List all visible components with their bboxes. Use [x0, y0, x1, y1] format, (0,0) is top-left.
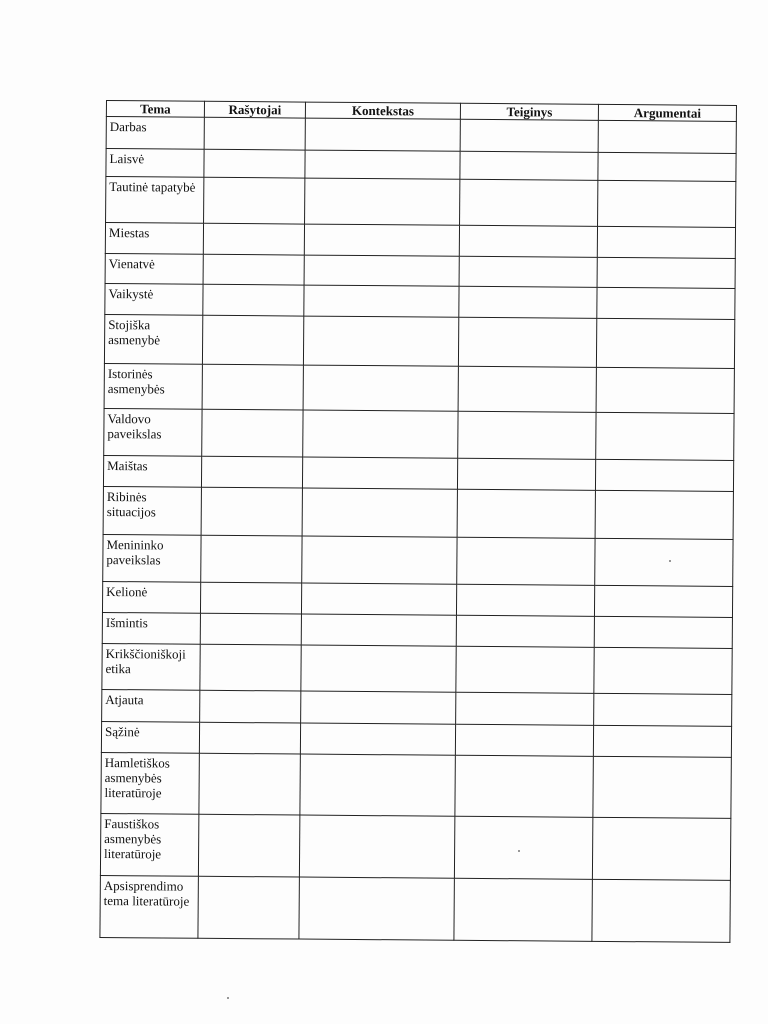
header-argumentai: Argumentai [598, 104, 736, 121]
teiginys-cell [458, 411, 596, 459]
rasytojai-cell [201, 456, 302, 488]
kontekstas-cell [305, 118, 460, 151]
topic-cell: Hamletiškos asmenybės literatūroje [101, 752, 199, 814]
kontekstas-cell [301, 583, 456, 615]
table-row [105, 223, 735, 259]
rasytojai-cell [202, 315, 303, 365]
topic-cell: Maištas [103, 455, 201, 487]
argumentai-cell [596, 318, 734, 368]
teiginys-cell [460, 119, 598, 152]
rasytojai-cell [200, 690, 301, 723]
argumentai-cell [597, 287, 735, 319]
argumentai-cell [594, 616, 732, 648]
teiginys-cell [460, 151, 598, 180]
kontekstas-cell [299, 815, 454, 878]
teiginys-cell [457, 489, 595, 538]
topic-cell: Ribinės situacijos [103, 486, 201, 535]
rasytojai-cell [202, 364, 303, 410]
rasytojai-cell [201, 487, 302, 536]
header-kontekstas: Kontekstas [305, 102, 460, 119]
table-row [101, 752, 731, 818]
kontekstas-cell [303, 410, 458, 458]
table-row [105, 253, 735, 288]
topic-cell: Laisvė [106, 149, 204, 178]
table-row [102, 612, 732, 648]
table-row [103, 534, 733, 586]
topic-cell: Sąžinė [101, 721, 199, 753]
topics-table [99, 100, 737, 943]
topic-cell: Tautinė tapatybė [106, 177, 204, 224]
teiginys-cell [456, 615, 594, 647]
topic-cell: Istorinės asmenybės [104, 363, 202, 409]
kontekstas-cell [302, 536, 457, 584]
topic-cell: Miestas [105, 223, 203, 255]
table-row [102, 643, 732, 694]
rasytojai-cell [200, 582, 301, 614]
kontekstas-cell [302, 457, 457, 489]
teiginys-cell [454, 878, 592, 941]
topic-cell: Menininko paveikslas [103, 534, 201, 582]
topic-cell: Krikščioniškoji etika [102, 643, 200, 690]
argumentai-cell [594, 693, 732, 726]
rasytojai-cell [198, 814, 299, 877]
scan-speck [669, 560, 671, 562]
argumentai-cell [592, 817, 730, 880]
topic-cell: Darbas [106, 117, 204, 150]
argumentai-cell [598, 120, 736, 153]
kontekstas-cell [304, 255, 459, 286]
table-row [101, 721, 731, 757]
teiginys-cell [456, 646, 594, 693]
argumentai-cell [594, 585, 732, 617]
rasytojai-cell [203, 223, 304, 255]
topic-cell: Stojiška asmenybė [104, 314, 202, 364]
rasytojai-cell [200, 644, 301, 691]
topic-cell: Apsisprendimo tema literatūroje [100, 875, 198, 938]
topic-cell: Atjauta [102, 689, 200, 722]
rasytojai-cell [203, 284, 304, 316]
teiginys-cell [458, 366, 596, 412]
kontekstas-cell [300, 723, 455, 755]
rasytojai-cell [200, 613, 301, 645]
argumentai-cell [593, 725, 731, 757]
header-rasytojai: Rašytojai [204, 101, 305, 118]
kontekstas-cell [303, 365, 458, 411]
argumentai-cell [595, 538, 733, 586]
argumentai-cell [596, 412, 734, 460]
topic-cell: Vienatvė [105, 253, 203, 284]
argumentai-cell [595, 490, 733, 539]
table-row [102, 581, 732, 617]
kontekstas-cell [301, 645, 456, 692]
table-row [104, 314, 734, 368]
header-tema: Tema [106, 101, 204, 118]
argumentai-cell [593, 756, 731, 818]
argumentai-cell [592, 879, 730, 942]
table-body [100, 117, 736, 943]
table-row [103, 455, 733, 491]
kontekstas-cell [304, 285, 459, 317]
kontekstas-cell [303, 316, 458, 366]
table-row [100, 875, 730, 942]
rasytojai-cell [202, 409, 303, 457]
rasytojai-cell [198, 876, 299, 939]
kontekstas-cell [305, 178, 460, 225]
teiginys-cell [455, 755, 593, 817]
table-row [105, 283, 735, 319]
argumentai-cell [594, 647, 732, 694]
table-row [104, 408, 734, 460]
teiginys-cell [457, 458, 595, 490]
topic-cell: Kelionė [102, 581, 200, 613]
table-row [104, 363, 734, 413]
argumentai-cell [598, 180, 736, 227]
kontekstas-cell [301, 691, 456, 724]
rasytojai-cell [199, 722, 300, 754]
argumentai-cell [597, 226, 735, 258]
kontekstas-cell [299, 877, 454, 940]
kontekstas-cell [302, 488, 457, 537]
topic-cell: Faustiškos asmenybės literatūroje [100, 813, 198, 876]
table-row [106, 177, 736, 228]
scan-speck [227, 997, 229, 999]
rasytojai-cell [201, 535, 302, 583]
topics-table-container [99, 100, 736, 943]
argumentai-cell [595, 459, 733, 491]
teiginys-cell [455, 724, 593, 756]
topic-cell: Vaikystė [105, 283, 203, 315]
teiginys-cell [459, 225, 597, 257]
kontekstas-cell [301, 614, 456, 646]
teiginys-cell [459, 286, 597, 318]
table-row [103, 486, 733, 539]
rasytojai-cell [199, 753, 300, 815]
teiginys-cell [460, 179, 598, 226]
scan-speck [518, 850, 520, 852]
topic-cell: Išmintis [102, 612, 200, 644]
teiginys-cell [458, 317, 596, 367]
teiginys-cell [456, 692, 594, 725]
teiginys-cell [454, 816, 592, 879]
rasytojai-cell [204, 117, 305, 150]
topic-cell: Valdovo paveikslas [104, 408, 202, 456]
rasytojai-cell [204, 177, 305, 224]
teiginys-cell [457, 537, 595, 585]
kontekstas-cell [305, 150, 460, 179]
kontekstas-cell [300, 754, 455, 816]
kontekstas-cell [304, 224, 459, 256]
teiginys-cell [459, 256, 597, 287]
table-row [100, 813, 730, 880]
argumentai-cell [598, 152, 736, 181]
teiginys-cell [456, 584, 594, 616]
table-row [106, 117, 736, 154]
argumentai-cell [597, 257, 735, 288]
argumentai-cell [596, 367, 734, 413]
rasytojai-cell [204, 149, 305, 178]
rasytojai-cell [203, 254, 304, 285]
table-row [102, 689, 732, 726]
header-teiginys: Teiginys [460, 103, 598, 120]
